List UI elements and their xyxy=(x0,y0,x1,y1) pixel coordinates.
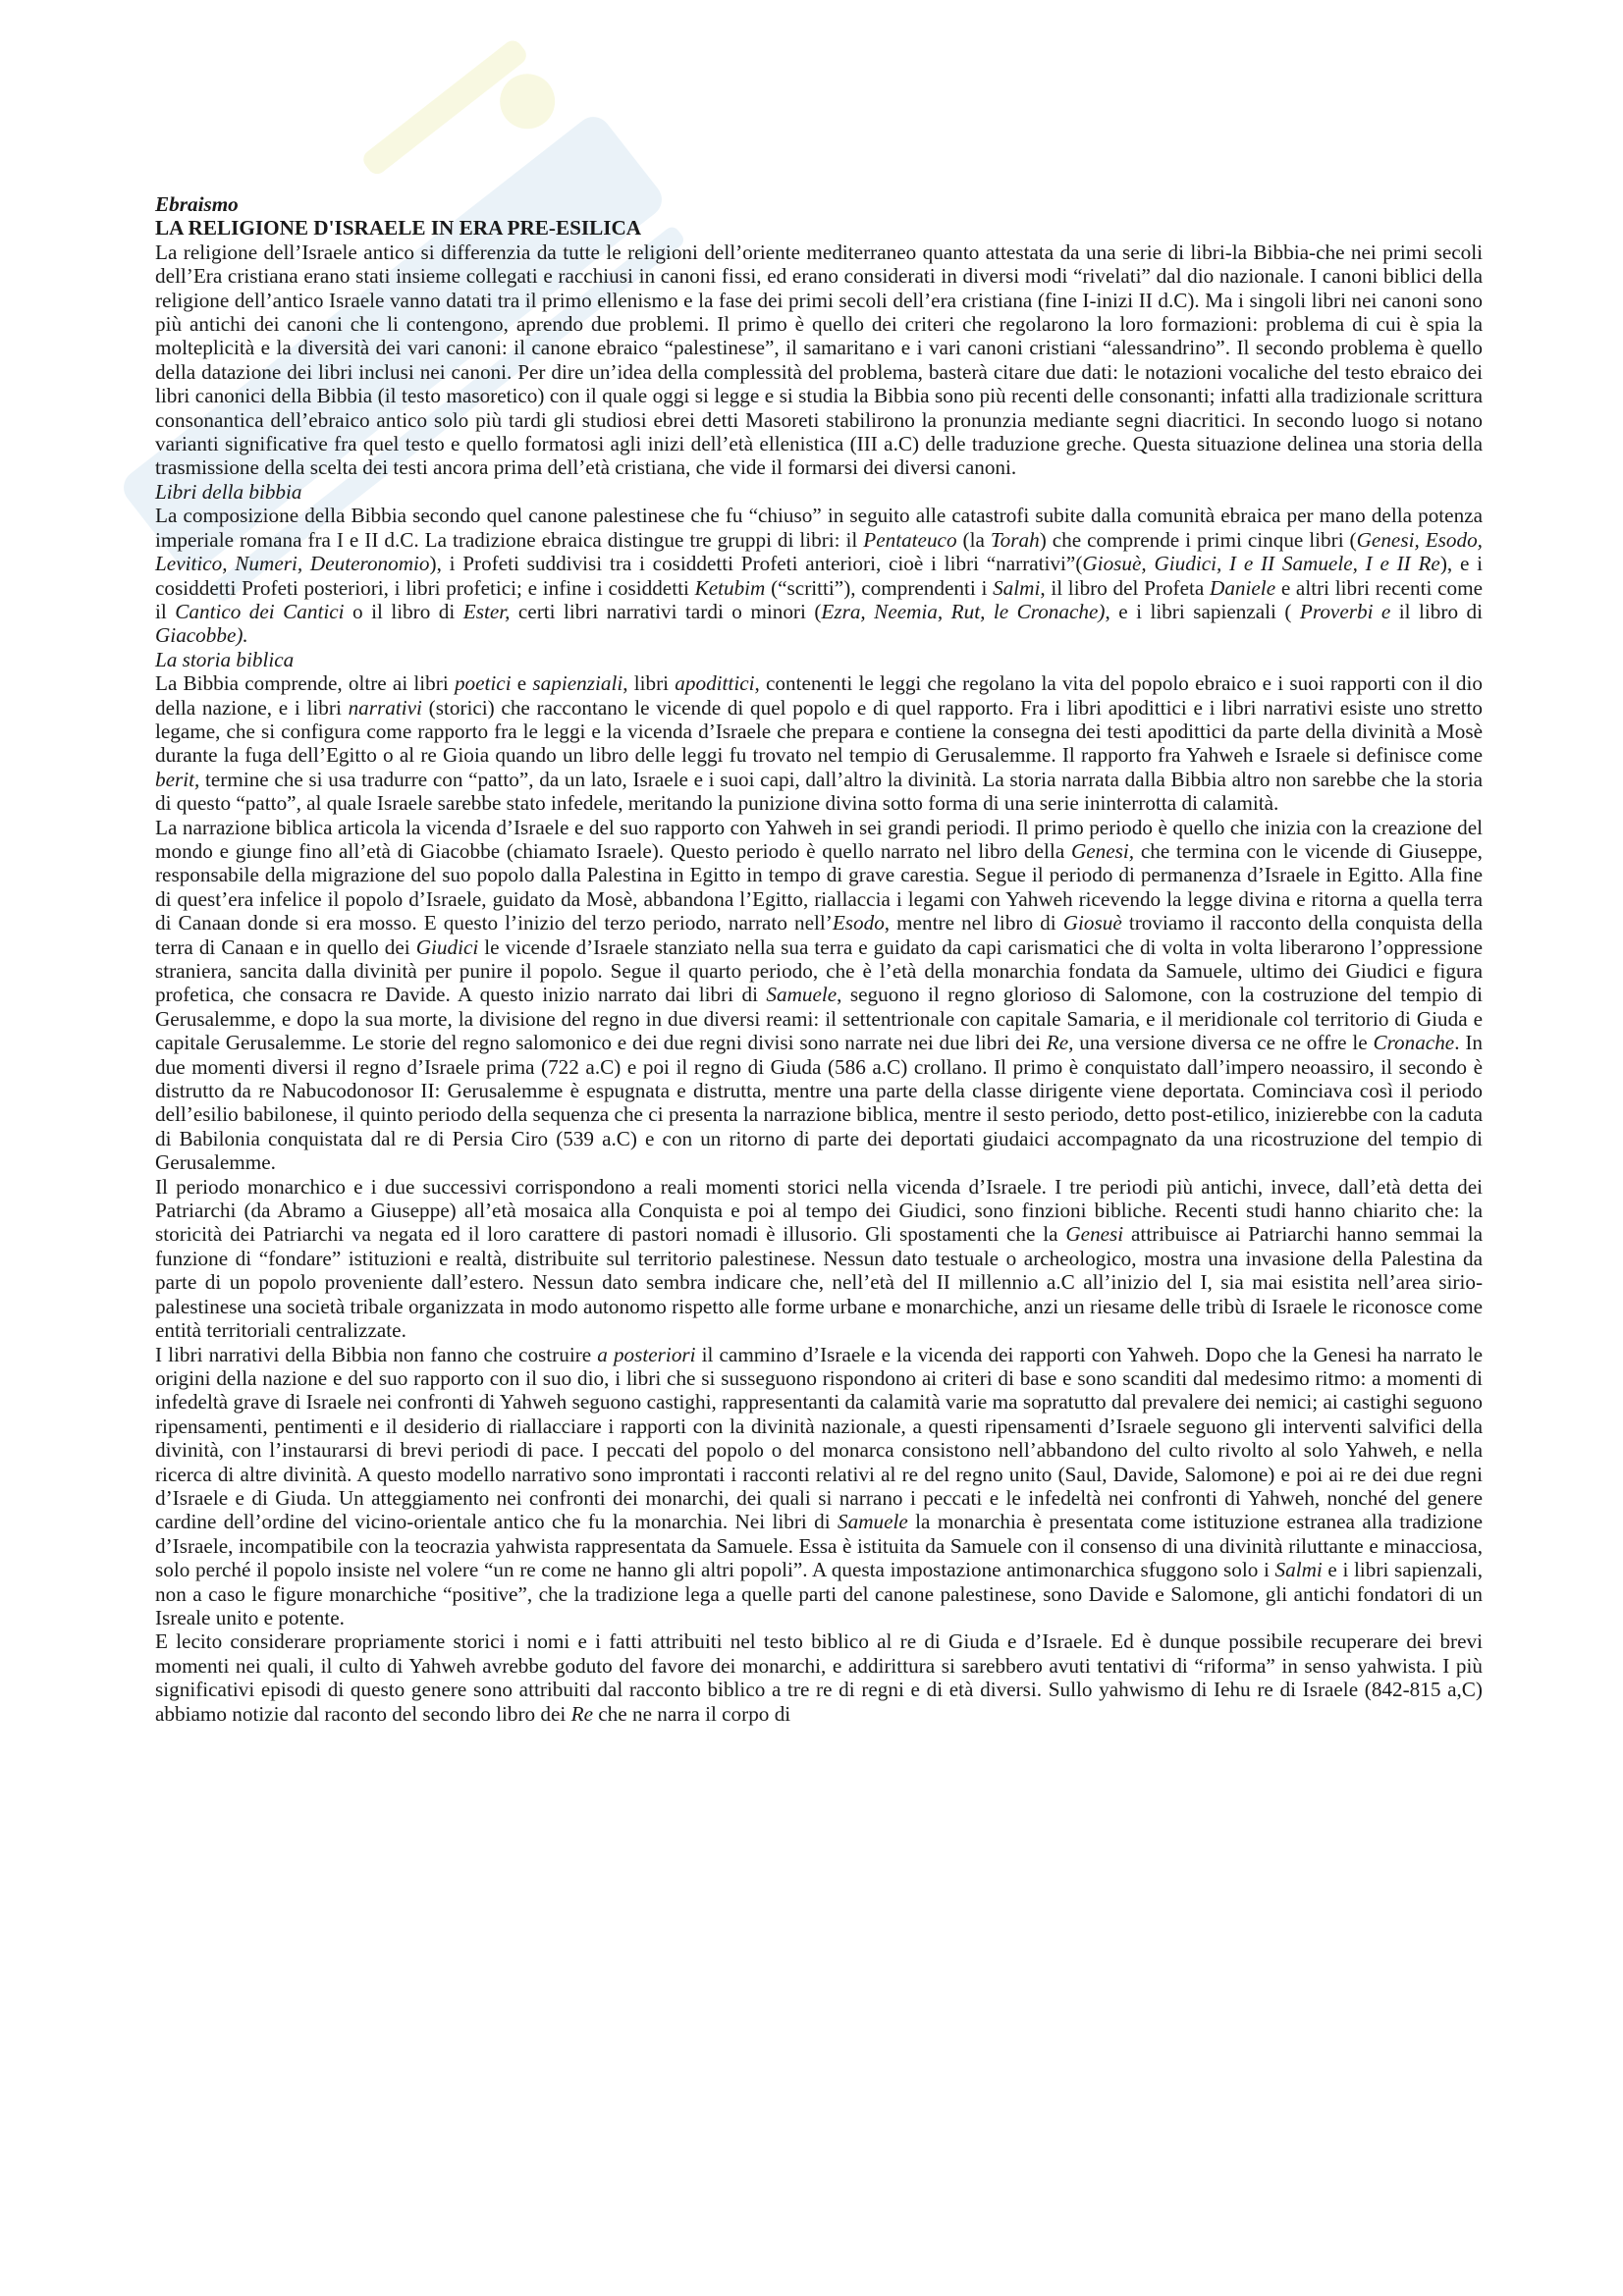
italic-term: Salmi xyxy=(993,575,1041,600)
italic-term: Genesi, xyxy=(1070,838,1135,863)
document-body xyxy=(155,240,1483,1726)
italic-term: Giudici xyxy=(415,934,479,959)
document-title: LA RELIGIONE D'ISRAELE IN ERA PRE-ESILICA xyxy=(155,216,642,240)
italic-term: berit, xyxy=(155,767,200,791)
body-paragraph: La composizione della Bibbia secondo quel canone palestinese che fu “chiuso” in seguito alle catastrofi subite dalla comunità ebraica per mano della potenza imperiale romana fra I e II d.C. La tradizione ebraica distingue tre gruppi di libri: il Pentateuco (la Torah) che comprende i primi cinque libri (Genesi, Esodo, Levitico, Numeri, Deuteronomio), i Profeti suddivisi tra i cosiddetti Profeti anteriori, cioè i libri “narrativi”(Giosuè, Giudici, I e II Samuele, I e II Re), e i cosiddetti Profeti posteriori, i libri profetici; e infine i cosiddetti Ketubim (“scritti”), comprendenti i Salmi, il libro del Profeta Daniele e altri libri recenti come il Cantico dei Cantici o il libro di Ester, certi libri narrativi tardi o minori (Ezra, Neemia, Rut, le Cronache), e i libri sapienzali ( Proverbi e il libro di Giacobbe). xyxy=(155,504,1483,648)
italic-term: Samuele xyxy=(838,1510,908,1534)
body-paragraph: La religione dell’Israele antico si differenzia da tutte le religioni dell’oriente mediterraneo quanto attestata da una serie di libri-la Bibbia-che nei primi secoli dell’Era cristiana erano stati insieme collegati e racchiusi in canoni fissi, ed erano considerati in diversi modi “rivelati” dal dio nazionale. I canoni biblici della religione dell’antico Israele vanno datati tra il primo ellenismo e la fase dei primi secoli dell’era cristiana (fine I-inizi II d.C). Ma i singoli libri nei canoni sono più antichi dei canoni che li contengono, aprendo due problemi. Il primo è quello dei criteri che regolarono la loro formazioni: problema di cui è spia la molteplicità e la diversità dei vari canoni: il canone ebraico “palestinese”, il samaritano e i vari canoni cristiani “alessandrino”. Il secondo problema è quello della datazione dei libri inclusi nei canoni. Per dire un’idea della complessità del problema, basterà citare due dati: le notazioni vocaliche del testo ebraico dei libri canonici della Bibbia (il testo masoretico) con il quale oggi si legge e si studia la Bibbia sono più recenti delle consonanti; infatti alla tradizionale scrittura consonantica dell’ebraico antico solo più tardi gli studiosi ebrei detti Masoreti stabilirono la pronunzia mediante segni diacritici. In secondo luogo si notano varianti significative fra quel testo e quello formatosi agli inizi dell’età ellenistica (III a.C) delle traduzione greche. Questa situazione delinea una storia della trasmissione della scelta dei testi ancora prima dell’età cristiana, che vide il formarsi dei diversi canoni. xyxy=(155,240,1483,480)
italic-term: Genesi xyxy=(1065,1222,1124,1247)
italic-term: Cronache xyxy=(1373,1031,1455,1055)
body-paragraph: Il periodo monarchico e i due successivi corrispondono a reali momenti storici nella vicenda d’Israele. I tre periodi più antichi, invece, dall’età detta dei Patriarchi (da Abramo a Giuseppe) all’età mosaica alla Conquista e poi al tempo dei Giudici, sono finzioni bibliche. Recenti studi hanno chiarito che: la storicità dei Patriarchi va negata ed il loro carattere di pastori nomadi è illusorio. Gli spostamenti che la Genesi attribuisce ai Patriarchi hanno semmai la funzione di “fondare” istituzioni e realtà, distribuite sul territorio palestinese. Nessun dato testuale o archeologico, mostra una invasione della Palestina da parte di un popolo proveniente dall’estero. Nessun dato sembra indicare che, nell’età del II millennio a.C all’inizio del I, sia mai esistita nell’area sirio-palestinese una società tribale organizzata in modo autonomo rispetto alle forme urbane e monarchiche, anzi un riesame delle tribù di Israele le riconosce come entità territoriali centralizzate. xyxy=(155,1174,1483,1343)
italic-term: Giosuè, Giudici, I e II Samuele, I e II Re xyxy=(1082,552,1440,576)
document-kicker: Ebraismo xyxy=(155,192,239,216)
italic-term: Ketubim xyxy=(694,575,766,600)
italic-term: Re xyxy=(570,1701,593,1726)
italic-term: Torah xyxy=(990,527,1040,552)
italic-term: Daniele xyxy=(1210,575,1276,600)
section-heading: La storia biblica xyxy=(155,647,295,671)
section-heading: Libri della bibbia xyxy=(155,479,302,504)
italic-term: Ester, xyxy=(462,599,511,623)
italic-term: poetici xyxy=(454,671,512,696)
document-page xyxy=(155,192,1483,1726)
italic-term: Samuele xyxy=(766,983,838,1007)
body-paragraph: I libri narrativi della Bibbia non fanno che costruire a posteriori il cammino d’Israele e la vicenda dei rapporti con Yahweh. Dopo che la Genesi ha narrato le origini della nazione e del suo rapporto con il suo dio, i libri che si susseguono rispondono ai criteri di base e sono scanditi dal medesimo ritmo: a momenti di infedeltà grave di Israele nei confronti di Yahweh seguono castighi, rappresentanti da calamità varie ma sopratutto dal prevalere dei nemici; ai castighi seguono ripensamenti, pentimenti e il desiderio di riallacciare i rapporti con la divinità nazionale, a questi ripensamenti d’Israele seguono gli interventi salvifici della divinità, con l’instaurarsi di brevi periodi di pace. I peccati del popolo o del monarca consistono nell’abbandono del culto rivolto al solo Yahweh, e nella ricerca di altre divinità. A questo modello narrativo sono improntati i racconti relativi al re del regno unito (Saul, Davide, Salomone) e poi ai re dei due regni d’Israele e di Giuda. Un atteggiamento nei confronti dei monarchi, dei quali si narrano i peccati e le infedeltà nei confronti di Yahweh, nonché del genere cardine dell’ordine del vicino-orientale antico che fu la monarchia. Nei libri di Samuele la monarchia è presentata come istituzione estranea alla tradizione d’Israele, incompatibile con la teocrazia yahwista rappresentata da Samuele. Essa è istituita da Samuele con il consenso di una divinità riluttante e minacciosa, solo perché il popolo insiste nel volere “un re come ne hanno gli altri popoli”. A questa impostazione antimonarchica sfuggono solo i Salmi e i libri sapienzali, non a caso le figure monarchiche “positive”, che la tradizione lega a quelle parti del canone palestinese, sono Davide e Salomone, gli antichi fondatori di un Isreale unito e potente. xyxy=(155,1342,1483,1629)
italic-term: Esodo xyxy=(832,911,885,935)
body-paragraph: La narrazione biblica articola la vicenda d’Israele e del suo rapporto con Yahweh in sei grandi periodi. Il primo periodo è quello che inizia con la creazione del mondo e giunge fino all’età di Giacobbe (chiamato Israele). Questo periodo è quello narrato nel libro della Genesi, che termina con le vicende di Giuseppe, responsabile della migrazione del suo popolo dalla Palestina in Egitto in tempo di grave carestia. Segue il periodo di permanenza d’Israele in Egitto. Alla fine di quest’era infelice il popolo d’Israele, guidato da Mosè, abbandona l’Egitto, riallaccia i legami con Yahweh ricevendo la legge divina e ritorna a quella terra di Canaan donde si era mosso. E questo l’inizio del terzo periodo, narrato nell’Esodo, mentre nel libro di Giosuè troviamo il racconto della conquista della terra di Canaan e in quello dei Giudici le vicende d’Israele stanziato nella sua terra e guidato da capi carismatici che di volta in volta liberarono l’oppressione straniera, sancita dalla divinità per punire il popolo. Segue il quarto periodo, che è l’età della monarchia fondata da Samuele, ultimo dei Giudici e figura profetica, che consacra re Davide. A questo inizio narrato dai libri di Samuele, seguono il regno glorioso di Salomone, con la costruzione del tempio di Gerusalemme, e dopo la sua morte, la divisione del regno in due diversi reami: il settentrionale con capitale Samaria, e il meridionale col territorio di Giuda e capitale Gerusalemme. Le storie del regno salomonico e dei due regni divisi sono narrate nei due libri dei Re, una versione diversa ce ne offre le Cronache. In due momenti diversi il regno d’Israele prima (722 a.C) e poi il regno di Giuda (586 a.C) crollano. Il primo è conquistato dall’impero neoassiro, il secondo è distrutto da re Nabucodonosor II: Gerusalemme è espugnata e distrutta, mentre una parte della classe dirigente viene deportata. Cominciava così il periodo dell’esilio babilonese, il quinto periodo della sequenza che ci presenta la narrazione biblica, mentre il sesto periodo, detto post-etilico, inizierebbe con la caduta di Babilonia conquistata dal re di Persia Ciro (539 a.C) e con un ritorno di parte dei deportati giudaici accompagnato da una ricostruzione del tempio di Gerusalemme. xyxy=(155,815,1483,1175)
italic-term: Ezra, Neemia, Rut, le Cronache) xyxy=(821,599,1106,623)
italic-term: Genesi, Esodo, Levitico, Numeri, Deuteronomio xyxy=(155,527,1483,576)
italic-term: apodittici xyxy=(675,671,755,696)
italic-term: Proverbi e xyxy=(1299,599,1391,623)
italic-term: Salmi xyxy=(1274,1558,1323,1582)
italic-term: Cantico dei Cantici xyxy=(175,599,345,623)
body-paragraph: La Bibbia comprende, oltre ai libri poetici e sapienziali, libri apodittici, contenenti le leggi che regolano la vita del popolo ebraico e i suoi rapporti con il dio della nazione, e i libri narrativi (storici) che raccontano le vicende di quel popolo e di quel rapporto. Fra i libri apodittici e i libri narrativi esiste uno stretto legame, che si configura come rapporto fra le leggi e la vicenda d’Israele che prepara e contiene la consegna dei testi apodittici da parte della divinità a Mosè durante la fuga dell’Egitto o al re Gioia quando un libro delle leggi fu trovato nel tempio di Gerusalemme. Il rapporto fra Yahweh e Israele si definisce come berit, termine che si usa tradurre con “patto”, da un lato, Israele e i suoi capi, dall’altro la divinità. La storia narrata dalla Bibbia altro non sarebbe che la storia di questo “patto”, al quale Israele sarebbe stato infedele, meritando la punizione divina sotto forma di una serie ininterrotta di calamità. xyxy=(155,671,1484,816)
italic-term: narrativi xyxy=(348,695,422,720)
italic-term: sapienziali xyxy=(532,671,623,696)
italic-term: a posteriori xyxy=(597,1342,696,1366)
body-paragraph: E lecito considerare propriamente storici i nomi e i fatti attribuiti nel testo biblico al re di Giuda e d’Israele. Ed è dunque possibile recuperare dei brevi momenti nei quali, il culto di Yahweh avrebbe goduto del favore dei monarchi, e addirittura si sarebbero avuti tentativi di “riforma” in senso yahwista. I più significativi episodi di questo genere sono attribuiti dal racconto biblico a tre re di regni e di età diversi. Sullo yahwismo di Iehu re di Israele (842-815 a,C) abbiamo notizie dal raconto del secondo libro dei Re che ne narra il corpo di xyxy=(155,1629,1483,1726)
italic-term: Re, xyxy=(1046,1031,1074,1055)
italic-term: Pentateuco xyxy=(863,527,957,552)
italic-term: Giacobbe). xyxy=(155,623,248,648)
italic-term: Giosuè xyxy=(1062,911,1122,935)
